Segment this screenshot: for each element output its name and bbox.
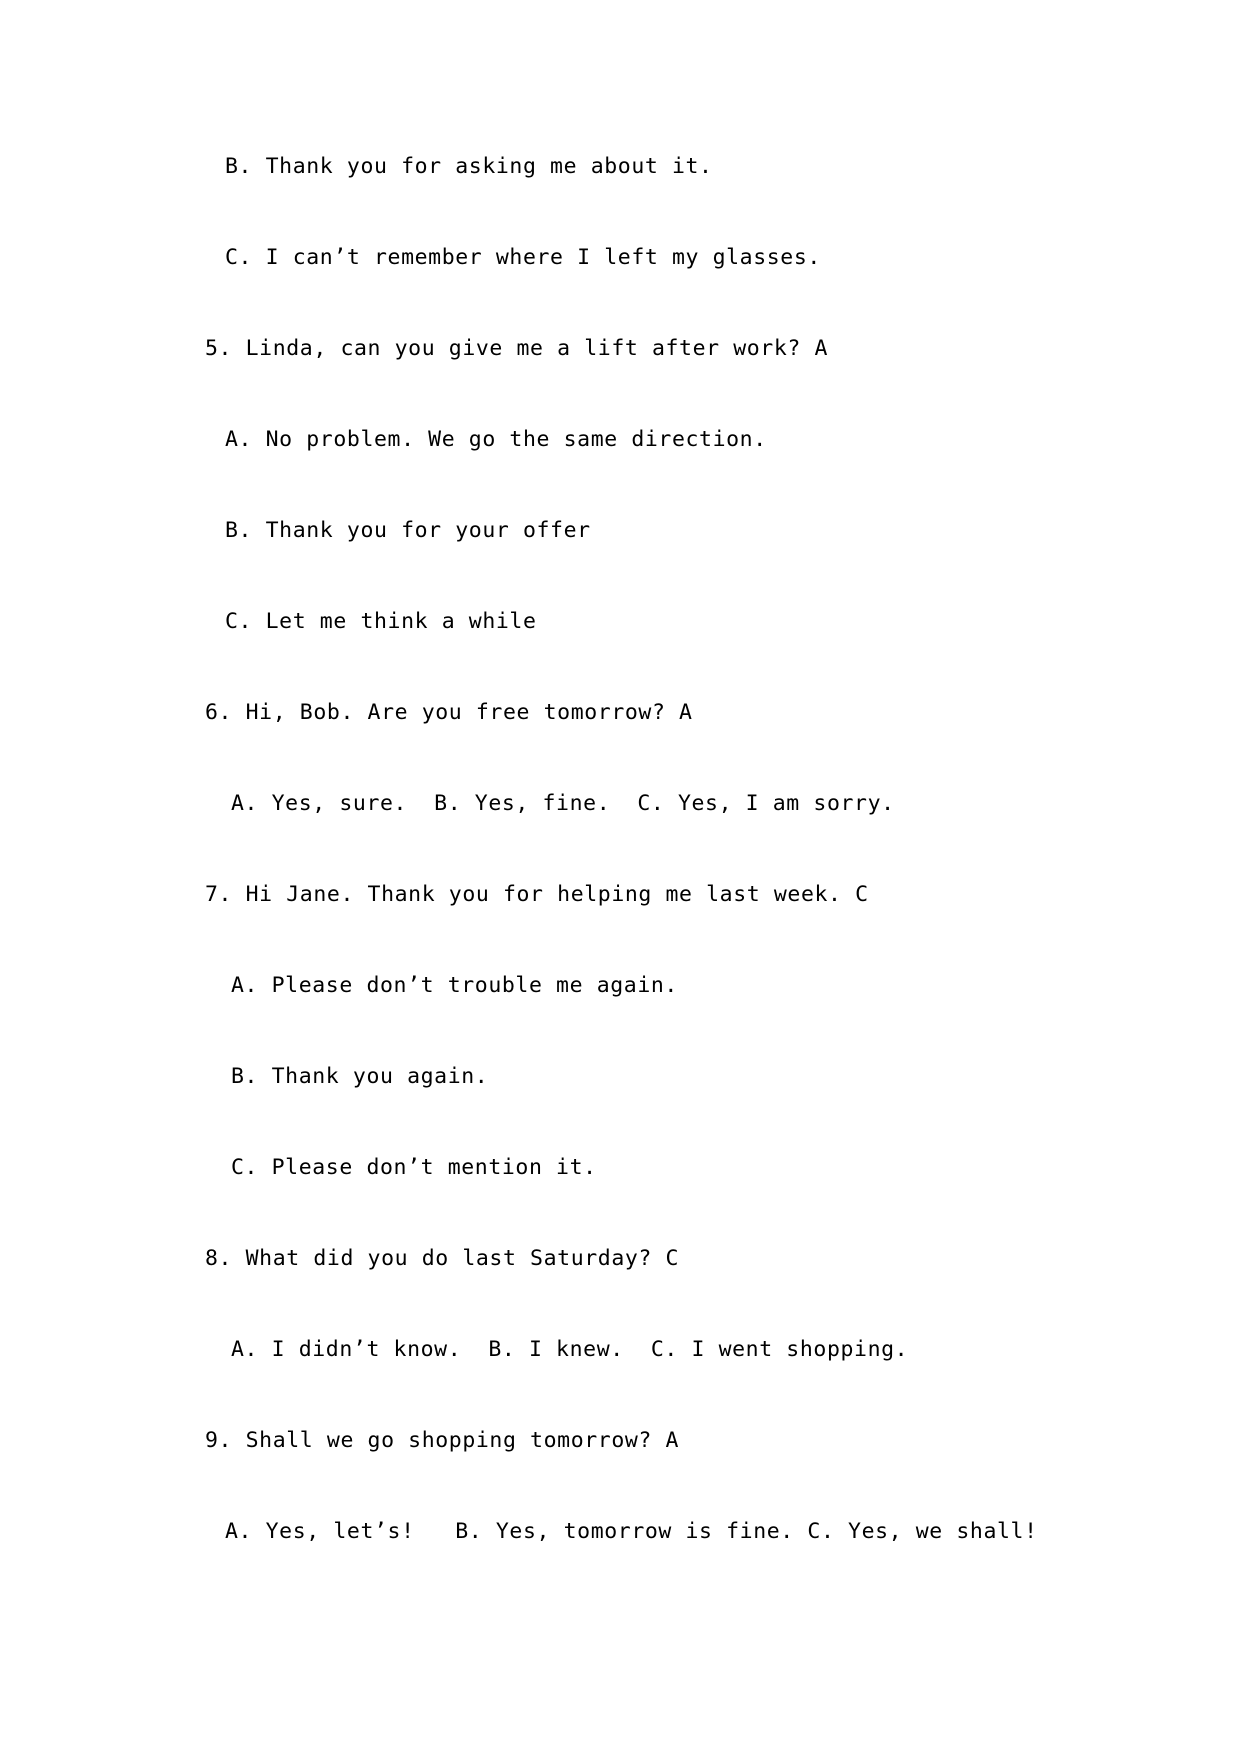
question-text: 7. Hi Jane. Thank you for helping me last week. C [205, 882, 869, 907]
answer-option-text: B. Thank you for your offer [225, 518, 591, 543]
answer-option-text: A. Please don’t trouble me again. [231, 973, 678, 998]
answer-options-row: A. Yes, sure. B. Yes, fine. C. Yes, I am sorry. [231, 791, 895, 816]
answer-option-text: B. Thank you again. [231, 1064, 489, 1089]
answer-option-text: A. No problem. We go the same direction. [225, 427, 767, 452]
answer-option-text: C. I can’t remember where I left my glasses. [225, 245, 821, 270]
question-text: 8. What did you do last Saturday? C [205, 1246, 680, 1271]
answer-options-row: A. I didn’t know. B. I knew. C. I went shopping. [231, 1337, 909, 1362]
answer-option-text: C. Please don’t mention it. [231, 1155, 597, 1180]
answer-options-row: A. Yes, let’s! B. Yes, tomorrow is fine. C. Yes, we shall! [225, 1519, 1038, 1544]
answer-option-text: C. Let me think a while [225, 609, 537, 634]
question-text: 5. Linda, can you give me a lift after work? A [205, 336, 829, 361]
answer-option-text: B. Thank you for asking me about it. [225, 154, 713, 179]
question-text: 6. Hi, Bob. Are you free tomorrow? A [205, 700, 693, 725]
question-text: 9. Shall we go shopping tomorrow? A [205, 1428, 680, 1453]
